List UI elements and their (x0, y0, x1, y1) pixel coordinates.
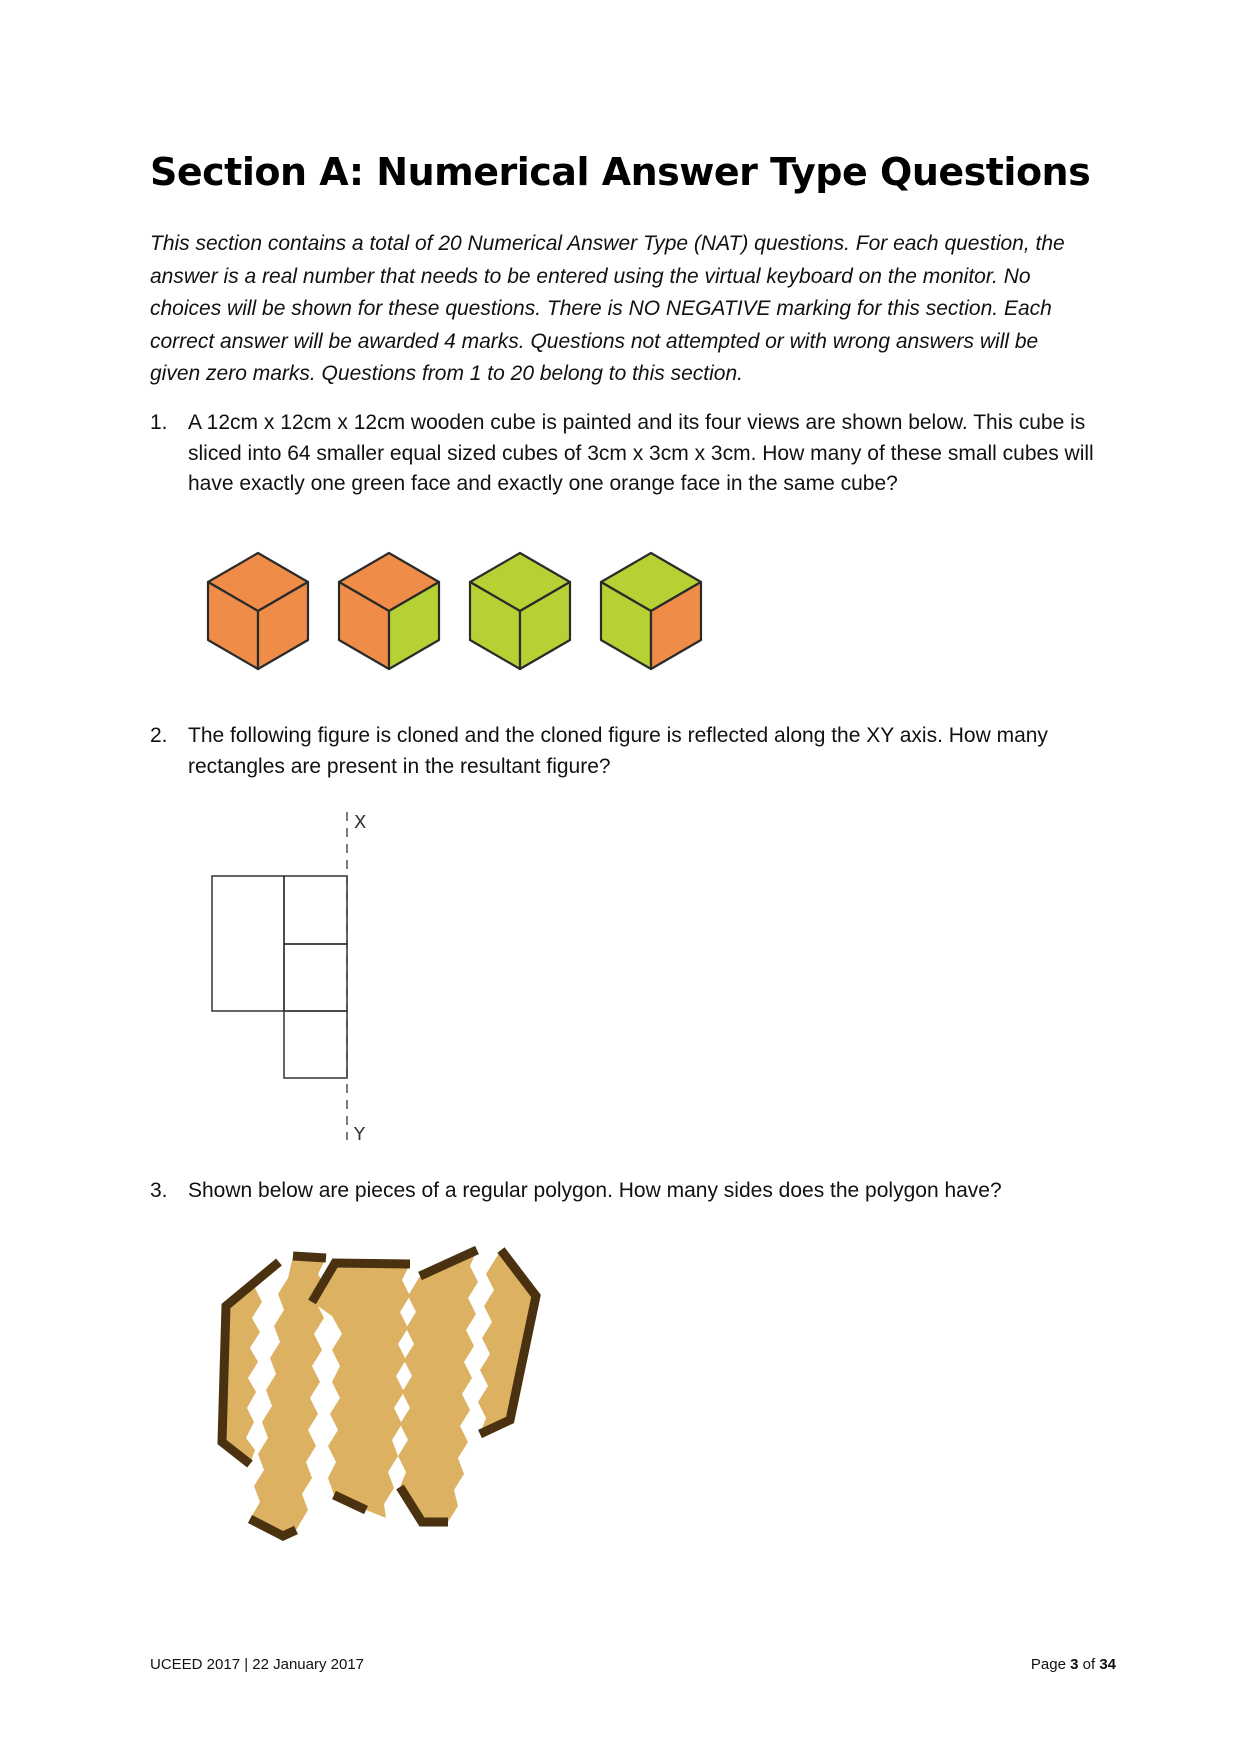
question-text: The following figure is cloned and the cloned figure is reflected along the XY axis. How many rectangles are present in the resultant figure? (188, 724, 1048, 778)
page-of: of (1078, 1656, 1100, 1673)
question-1 (150, 408, 1100, 500)
cube-views-figure (200, 548, 720, 673)
cube-view-4 (601, 553, 701, 669)
axis-label-y: Y (354, 1124, 365, 1145)
question-text: A 12cm x 12cm x 12cm wooden cube is painted and its four views are shown below. This cube is sliced into 64 smaller equal sized cubes of 3cm x 3cm x 3cm. How many of these small cubes will have exactly one green face and exactly one orange face in the same cube? (188, 411, 1094, 495)
question-number: 3. (150, 1179, 168, 1202)
cube-view-2 (339, 553, 439, 669)
axis-label-x: X (354, 812, 367, 833)
question-3 (150, 1176, 1100, 1207)
rectangle-middle (284, 944, 347, 1011)
polygon-piece-5 (478, 1250, 536, 1434)
polygon-piece-3 (312, 1263, 410, 1518)
question-number: 2. (150, 724, 168, 747)
polygon-pieces-figure (200, 1240, 560, 1570)
question-number: 1. (150, 411, 168, 434)
cube-view-1 (208, 553, 308, 669)
rectangle-large (212, 876, 284, 1011)
rectangle-bottom (284, 1011, 347, 1078)
question-text: Shown below are pieces of a regular polygon. How many sides does the polygon have? (188, 1179, 1002, 1202)
section-instructions: This section contains a total of 20 Numerical Answer Type (NAT) questions. For each question, the answer is a real number that needs to be entered using the virtual keyboard on the monitor. No choices will be shown for these questions. There is NO NEGATIVE marking for this section. Each correct answer will be awarded 4 marks. Questions not attempted or with wrong answers will be given zero marks. Questions from 1 to 20 belong to this section. (150, 232, 1065, 385)
footer-left: UCEED 2017 | 22 January 2017 (150, 1656, 365, 1673)
polygon-piece-4 (398, 1250, 478, 1522)
section-title: Section A: Numerical Answer Type Questions (150, 150, 1091, 194)
page-number (1031, 1656, 1116, 1673)
cube-view-3 (470, 553, 570, 669)
page-prefix: Page (1030, 1656, 1071, 1673)
page-total: 34 (1099, 1656, 1116, 1673)
page-current: 3 (1070, 1656, 1079, 1673)
rectangles-figure (205, 810, 385, 1150)
question-2 (150, 721, 1100, 782)
rectangle-top (284, 876, 347, 944)
